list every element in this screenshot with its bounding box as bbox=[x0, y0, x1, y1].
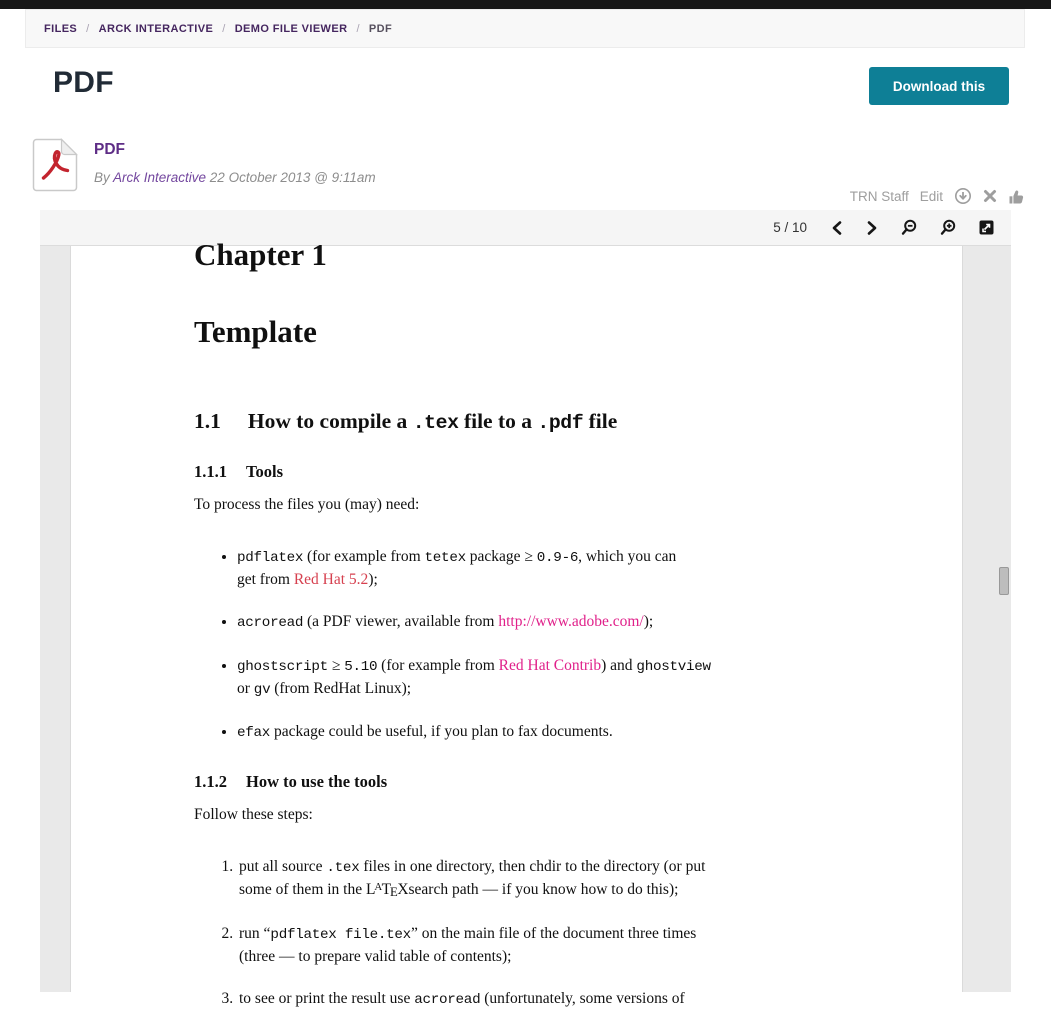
breadcrumb-link-demo-file-viewer[interactable]: DEMO FILE VIEWER bbox=[234, 22, 348, 35]
download-circle-icon bbox=[954, 187, 972, 205]
doc-section-number: 1.1 bbox=[194, 409, 221, 434]
scrollbar-track[interactable] bbox=[997, 246, 1011, 992]
doc-subsection-tools-heading bbox=[194, 462, 842, 482]
text-segment: efax bbox=[237, 725, 271, 742]
doc-bullet-item bbox=[237, 546, 842, 590]
breadcrumb-separator: / bbox=[222, 22, 226, 35]
zoom-in-icon bbox=[939, 219, 957, 237]
breadcrumb-separator: / bbox=[356, 22, 360, 35]
like-icon bbox=[1008, 188, 1025, 205]
text-segment: gv bbox=[253, 681, 271, 698]
page-title: PDF bbox=[53, 66, 114, 99]
doc-step-item bbox=[237, 988, 842, 1011]
doc-subsection-number: 1.1.1 bbox=[194, 462, 227, 482]
text-segment: package could be useful, if you plan to fax documents. bbox=[270, 723, 613, 741]
text-segment: T bbox=[381, 880, 392, 898]
text-segment: pdflatex file.tex bbox=[270, 926, 411, 943]
file-byline bbox=[94, 170, 376, 185]
text-segment: file bbox=[583, 409, 618, 434]
author-link[interactable]: Arck Interactive bbox=[113, 170, 207, 185]
text-segment: put all source bbox=[239, 857, 327, 875]
text-segment: (for example from bbox=[303, 548, 425, 566]
scrollbar-thumb[interactable] bbox=[999, 567, 1009, 595]
doc-link[interactable]: Red Hat 5.2 bbox=[293, 570, 369, 588]
chevron-right-icon bbox=[865, 219, 879, 237]
doc-steps-list bbox=[194, 856, 842, 1011]
doc-section-title bbox=[248, 409, 617, 433]
doc-step-item bbox=[237, 923, 842, 967]
text-segment: ); bbox=[643, 613, 654, 631]
doc-subsection-usage-heading bbox=[194, 772, 842, 792]
page-current: 5 bbox=[773, 220, 781, 235]
text-segment: (from RedHat Linux); bbox=[270, 679, 412, 697]
zoom-out-button[interactable] bbox=[900, 219, 918, 237]
doc-bullet-item bbox=[237, 655, 842, 700]
text-segment: some of them in the bbox=[239, 880, 366, 898]
text-segment: get from bbox=[237, 570, 294, 588]
zoom-in-button[interactable] bbox=[939, 219, 957, 237]
doc-link[interactable]: http://www.adobe.com/ bbox=[498, 613, 644, 631]
text-segment: (for example from bbox=[377, 656, 499, 674]
prev-page-button[interactable] bbox=[830, 219, 844, 237]
remove-icon bbox=[983, 189, 997, 203]
doc-bullet-list bbox=[194, 546, 842, 744]
download-button[interactable]: Download this bbox=[869, 67, 1009, 105]
pdf-viewer bbox=[40, 210, 1011, 1008]
text-segment: (three — to prepare valid table of contents); bbox=[239, 947, 512, 965]
doc-link[interactable]: Red Hat Contrib bbox=[498, 656, 602, 674]
breadcrumb-link-arck-interactive[interactable]: ARCK INTERACTIVE bbox=[98, 22, 214, 35]
text-segment: files in one directory, then chdir to the directory (or put bbox=[359, 857, 706, 875]
file-title-link[interactable]: PDF bbox=[94, 141, 125, 158]
doc-chapter-title: Template bbox=[194, 313, 317, 349]
breadcrumb bbox=[25, 9, 1025, 48]
text-segment: search path — if you know how to do this); bbox=[408, 880, 679, 898]
doc-subsection-number: 1.1.2 bbox=[194, 771, 227, 791]
text-segment: ghostview bbox=[636, 658, 711, 675]
text-segment: .tex bbox=[326, 859, 360, 876]
text-segment: ” on the main file of the document three times bbox=[410, 924, 697, 942]
text-segment: tetex bbox=[424, 550, 466, 567]
doc-bullet-item bbox=[237, 611, 842, 634]
next-page-button[interactable] bbox=[865, 219, 879, 237]
text-segment: pdflatex bbox=[237, 550, 304, 567]
text-segment: package ≥ bbox=[465, 548, 537, 566]
text-segment: 0.9-6 bbox=[536, 550, 579, 567]
breadcrumb-current-pdf: PDF bbox=[368, 22, 393, 35]
text-segment: run “ bbox=[239, 924, 271, 942]
zoom-out-icon bbox=[900, 219, 918, 237]
text-segment: 5.10 bbox=[344, 658, 378, 675]
text-segment: .tex bbox=[412, 412, 459, 435]
text-segment: or bbox=[237, 679, 254, 697]
file-info bbox=[94, 136, 376, 193]
doc-subsection-title: Tools bbox=[246, 462, 283, 482]
group-label: TRN Staff bbox=[849, 188, 909, 204]
text-segment: ); bbox=[368, 570, 378, 588]
text-segment: to see or print the result use bbox=[239, 989, 415, 1007]
remove-button[interactable] bbox=[983, 189, 997, 203]
text-segment: file to a bbox=[458, 409, 538, 434]
text-segment: ) and bbox=[601, 656, 637, 674]
text-segment: ghostscript bbox=[237, 658, 328, 675]
chevron-left-icon bbox=[830, 219, 844, 237]
text-segment: A bbox=[374, 880, 383, 893]
byline-datetime: 22 October 2013 @ 9:11am bbox=[206, 170, 376, 185]
breadcrumb-link-files[interactable]: FILES bbox=[44, 22, 78, 35]
text-segment: (a PDF viewer, available from bbox=[303, 613, 499, 631]
doc-paragraph: To process the files you (may) need: bbox=[194, 496, 420, 514]
edit-link[interactable]: Edit bbox=[919, 188, 943, 204]
text-segment: L bbox=[366, 880, 376, 898]
doc-step-item bbox=[237, 856, 842, 902]
breadcrumb-separator: / bbox=[86, 22, 90, 35]
doc-subsection-title: How to use the tools bbox=[246, 771, 388, 791]
text-segment: How to compile a bbox=[247, 409, 413, 434]
pdf-page bbox=[70, 237, 963, 1008]
page-separator: / bbox=[780, 220, 792, 235]
page-total: 10 bbox=[791, 220, 807, 235]
top-bar bbox=[0, 0, 1051, 9]
viewer-content[interactable] bbox=[40, 237, 1011, 1008]
file-entry bbox=[33, 136, 376, 193]
text-segment: .pdf bbox=[537, 412, 584, 435]
doc-chapter-heading: Chapter 1 bbox=[194, 237, 327, 272]
text-segment: ≥ bbox=[327, 656, 345, 674]
download-file-button[interactable] bbox=[954, 187, 972, 205]
byline-prefix: By bbox=[94, 170, 114, 185]
doc-paragraph: Follow these steps: bbox=[194, 805, 313, 823]
adobe-pdf-file-icon bbox=[33, 136, 80, 193]
pdf-document-text bbox=[194, 237, 842, 1011]
text-segment: (unfortunately, some versions of bbox=[480, 989, 685, 1007]
doc-section-heading bbox=[194, 409, 842, 434]
text-segment: , which you can bbox=[578, 548, 677, 566]
fullscreen-icon bbox=[978, 219, 995, 236]
doc-bullet-item bbox=[237, 721, 842, 744]
like-button[interactable] bbox=[1008, 188, 1025, 205]
fullscreen-button[interactable] bbox=[978, 219, 995, 236]
text-segment: X bbox=[397, 880, 409, 898]
page-indicator bbox=[773, 220, 807, 235]
text-segment: acroread bbox=[237, 615, 304, 632]
file-meta-row bbox=[850, 186, 1025, 206]
text-segment: acroread bbox=[414, 991, 481, 1008]
text-segment: E bbox=[390, 885, 398, 900]
